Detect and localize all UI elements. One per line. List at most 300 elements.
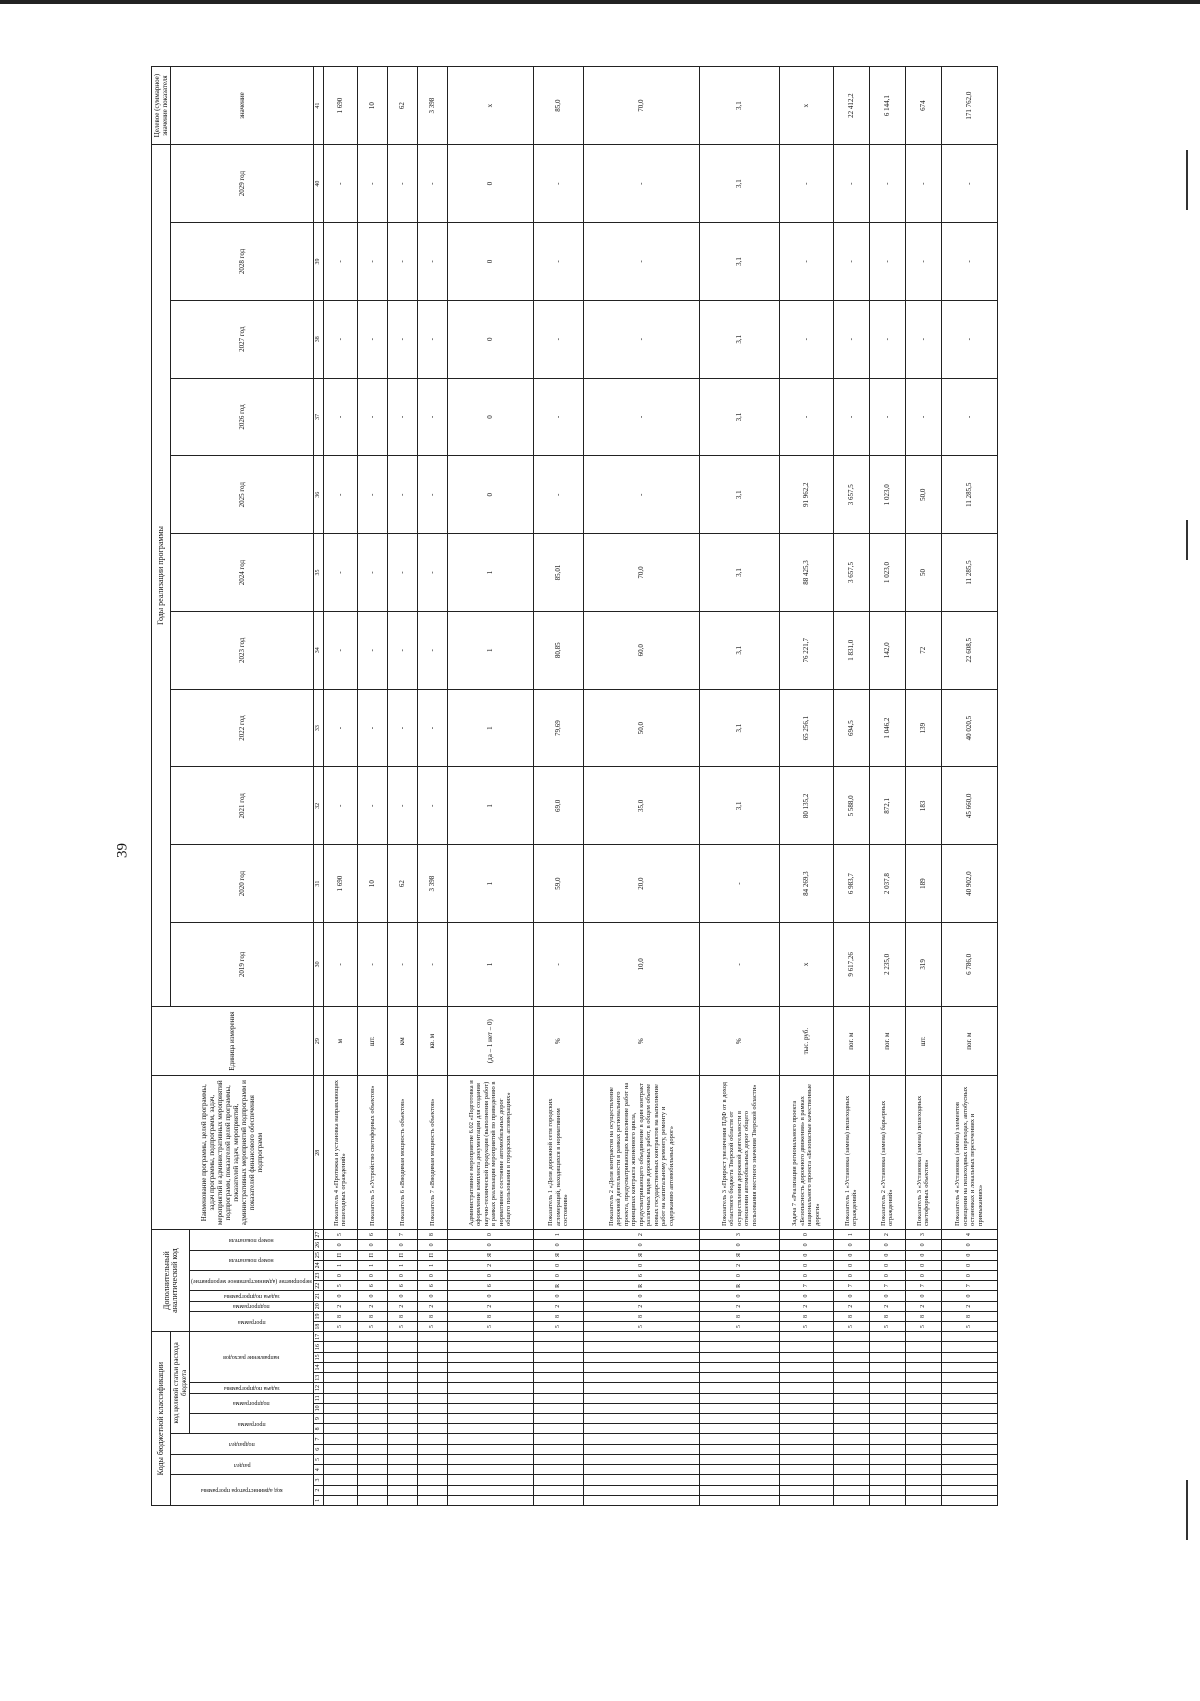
admin-code-header: код администратора программы [171, 1475, 314, 1506]
analytic-code-cell: 6 [357, 1281, 387, 1291]
budget-code-cell [417, 1414, 447, 1424]
budget-code-cell [869, 1383, 905, 1393]
budget-code-cell [583, 1403, 699, 1413]
budget-code-cell [417, 1495, 447, 1505]
target-group-header: Целевое (суммарное) значение показателя [152, 67, 171, 145]
year-value-cell: 59,0 [533, 845, 583, 923]
year-value-cell: 139 [905, 689, 941, 767]
unit-cell: м [323, 1006, 357, 1076]
budget-code-cell [905, 1444, 941, 1454]
analytic-code-cell: 8 [833, 1311, 869, 1321]
column-number-cell: 36 [313, 456, 323, 534]
analytic-code-cell: 0 [533, 1291, 583, 1301]
year-value-cell: 3,1 [699, 223, 779, 301]
budget-code-cell [387, 1332, 417, 1342]
column-number-cell: 7 [313, 1434, 323, 1444]
budget-code-cell [357, 1403, 387, 1413]
row-name-cell: Показатель 3 «Прирост увеличения ПДФ от в доход областного бюджета Тверской области от осуществления дорожной деятельности в отношении автомобильных дорог общего пользования местного значения Тверской области» [699, 1076, 779, 1229]
analytic-code-cell: 8 [779, 1311, 833, 1321]
scan-margin-mark [1186, 150, 1188, 210]
budget-code-cell [323, 1332, 357, 1342]
analytic-code-cell: 0 [869, 1240, 905, 1250]
year-value-cell: 40 020,5 [941, 689, 997, 767]
year-value-cell: - [869, 223, 905, 301]
year-value-cell: - [583, 378, 699, 456]
table-row [417, 67, 447, 1506]
budget-code-cell [869, 1373, 905, 1383]
column-number-cell: 28 [313, 1076, 323, 1229]
column-number-cell: 15 [313, 1352, 323, 1362]
analytic-code-cell: 0 [323, 1270, 357, 1280]
year-value-cell: 10,0 [583, 922, 699, 1006]
unit-cell: шт. [357, 1006, 387, 1076]
year-value-cell: - [905, 145, 941, 223]
analytic-code-cell: 2 [447, 1260, 533, 1270]
budget-code-cell [323, 1373, 357, 1383]
budget-code-cell [833, 1424, 869, 1434]
column-number-cell: 3 [313, 1475, 323, 1485]
budget-code-cell [387, 1352, 417, 1362]
analytic-code-cell: 0 [779, 1250, 833, 1260]
budget-code-cell [941, 1352, 997, 1362]
year-value-cell: - [833, 223, 869, 301]
budget-code-cell [447, 1444, 533, 1454]
analytic-code-cell: 1 [387, 1260, 417, 1270]
budget-code-cell [869, 1495, 905, 1505]
analytic-code-cell: 6 [417, 1281, 447, 1291]
analytic-code-cell: 2 [833, 1301, 869, 1311]
a-indicator-header: номер показателя [190, 1229, 314, 1250]
budget-code-cell [941, 1393, 997, 1403]
year-value-cell: 62 [387, 845, 417, 923]
budget-code-cell [387, 1444, 417, 1454]
year-value-cell: - [699, 845, 779, 923]
budget-code-cell [699, 1352, 779, 1362]
a-subprogram-header: подпрограмма [190, 1301, 314, 1311]
budget-code-cell [447, 1414, 533, 1424]
budget-code-cell [941, 1444, 997, 1454]
year-value-cell: 79,69 [533, 689, 583, 767]
budget-code-cell [833, 1393, 869, 1403]
analytic-code-cell: 0 [387, 1291, 417, 1301]
analytic-code-cell: 0 [779, 1260, 833, 1270]
year-value-cell: 3 657,5 [833, 456, 869, 534]
year-value-cell: - [941, 300, 997, 378]
budget-code-cell [699, 1373, 779, 1383]
analytic-code-cell: 0 [941, 1240, 997, 1250]
budget-code-cell [417, 1485, 447, 1495]
analytic-code-cell: 7 [869, 1281, 905, 1291]
budget-code-cell [533, 1383, 583, 1393]
analytic-code-cell: 0 [583, 1260, 699, 1270]
analytic-code-cell: 5 [323, 1322, 357, 1332]
column-number-cell: 27 [313, 1229, 323, 1239]
budget-code-cell [447, 1485, 533, 1495]
analytic-code-cell: 6 [387, 1281, 417, 1291]
budget-code-cell [533, 1485, 583, 1495]
budget-code-cell [583, 1454, 699, 1464]
budget-code-cell [699, 1342, 779, 1352]
unit-cell: % [699, 1006, 779, 1076]
target-value-cell: 3,1 [699, 67, 779, 145]
analytic-code-cell: 7 [905, 1281, 941, 1291]
analytic-code-cell: 5 [869, 1322, 905, 1332]
column-number-cell: 25 [313, 1250, 323, 1260]
year-2026-header: 2026 год [171, 378, 314, 456]
budget-code-cell [533, 1414, 583, 1424]
analytic-code-cell: 8 [699, 1311, 779, 1321]
year-value-cell: 5 588,0 [833, 767, 869, 845]
analytic-code-cell: 0 [533, 1270, 583, 1280]
analytic-code-cell: 0 [447, 1229, 533, 1239]
column-number-cell: 30 [313, 922, 323, 1006]
year-value-cell: 0 [447, 456, 533, 534]
budget-code-cell [941, 1434, 997, 1444]
budget-code-cell [833, 1485, 869, 1495]
analytic-code-cell: Я [583, 1250, 699, 1260]
budget-code-cell [941, 1424, 997, 1434]
budget-code-cell [941, 1465, 997, 1475]
budget-code-cell [583, 1383, 699, 1393]
a-program-header: программа [190, 1311, 314, 1331]
budget-code-cell [941, 1383, 997, 1393]
budget-code-cell [941, 1485, 997, 1495]
year-value-cell: 0 [447, 145, 533, 223]
budget-code-cell [833, 1465, 869, 1475]
budget-code-cell [447, 1352, 533, 1362]
year-value-cell: 0 [447, 378, 533, 456]
target-value-cell: 85,0 [533, 67, 583, 145]
year-value-cell: 3,1 [699, 378, 779, 456]
table-row [699, 67, 779, 1506]
budget-code-cell [357, 1465, 387, 1475]
budget-code-cell [779, 1362, 833, 1372]
year-value-cell: - [833, 300, 869, 378]
budget-code-cell [905, 1383, 941, 1393]
year-value-cell: - [941, 145, 997, 223]
budget-code-cell [699, 1362, 779, 1372]
analytic-code-cell: 3 [699, 1229, 779, 1239]
budget-code-cell [357, 1485, 387, 1495]
budget-code-cell [447, 1475, 533, 1485]
budget-code-cell [323, 1424, 357, 1434]
year-value-cell: - [533, 456, 583, 534]
budget-code-cell [583, 1465, 699, 1475]
budget-code-cell [905, 1342, 941, 1352]
direction-code-header: направление расходов [190, 1332, 314, 1383]
budget-code-cell [417, 1444, 447, 1454]
year-value-cell: - [583, 300, 699, 378]
year-2023-header: 2023 год [171, 611, 314, 689]
analytic-code-cell: 2 [583, 1301, 699, 1311]
year-value-cell: - [357, 145, 387, 223]
section-header: раздел [171, 1454, 314, 1474]
budget-code-cell [357, 1434, 387, 1444]
target-value-cell: 62 [387, 67, 417, 145]
year-value-cell: - [357, 300, 387, 378]
analytic-code-cell: 7 [941, 1281, 997, 1291]
analytic-code-cell: 0 [447, 1270, 533, 1280]
budget-code-cell [869, 1414, 905, 1424]
budget-code-cell [583, 1352, 699, 1362]
table-body [323, 67, 997, 1506]
budget-code-cell [869, 1434, 905, 1444]
analytic-code-cell: 0 [779, 1229, 833, 1239]
task-code-header: задача подпрограммы [190, 1383, 314, 1393]
scan-margin-mark [1186, 1480, 1188, 1540]
budget-code-cell [833, 1434, 869, 1444]
budget-code-cell [533, 1373, 583, 1383]
year-2025-header: 2025 год [171, 456, 314, 534]
budget-code-cell [447, 1362, 533, 1372]
budget-code-cell [533, 1424, 583, 1434]
analytic-code-cell: П [417, 1250, 447, 1260]
year-value-cell: - [941, 378, 997, 456]
row-name-cell: Показатель 5 «Устройство светофорных объектов» [357, 1076, 387, 1229]
year-value-cell: 91 962,2 [779, 456, 833, 534]
year-value-cell: 3,1 [699, 456, 779, 534]
budget-code-cell [357, 1495, 387, 1505]
analytic-code-cell: 0 [905, 1260, 941, 1270]
year-value-cell: - [583, 456, 699, 534]
budget-code-cell [583, 1444, 699, 1454]
year-value-cell: 50,0 [583, 689, 699, 767]
analytic-code-cell: 0 [447, 1291, 533, 1301]
unit-cell: пог. м [869, 1006, 905, 1076]
target-code-header: код целевой статьи расхода бюджета [171, 1332, 190, 1434]
column-number-cell: 2 [313, 1485, 323, 1495]
budget-code-cell [779, 1475, 833, 1485]
budget-code-cell [583, 1332, 699, 1342]
row-name-cell: Показатель 1 «Установка (замена) пешеходных ограждений» [833, 1076, 869, 1229]
budget-code-cell [447, 1393, 533, 1403]
budget-code-cell [387, 1383, 417, 1393]
budget-code-cell [533, 1403, 583, 1413]
target-value-cell: 10 [357, 67, 387, 145]
year-value-cell: 3,1 [699, 300, 779, 378]
year-value-cell: 50 [905, 534, 941, 612]
analytic-code-cell: 5 [323, 1281, 357, 1291]
column-number-cell: 11 [313, 1393, 323, 1403]
budget-code-cell [387, 1434, 417, 1444]
analytic-code-cell: 6 [357, 1229, 387, 1239]
budget-code-cell [583, 1373, 699, 1383]
analytic-code-cell: 0 [387, 1270, 417, 1280]
analytic-code-cell: 8 [905, 1311, 941, 1321]
analytic-code-cell: 8 [323, 1311, 357, 1321]
analytic-code-header: Дополнительный аналитический код [152, 1229, 190, 1331]
table-row [583, 67, 699, 1506]
column-number-cell: 12 [313, 1383, 323, 1393]
scan-margin-mark [1186, 520, 1188, 560]
budget-code-cell [869, 1332, 905, 1342]
budget-code-cell [869, 1352, 905, 1362]
analytic-code-cell: R [699, 1281, 779, 1291]
table-row [447, 67, 533, 1506]
year-value-cell: - [869, 300, 905, 378]
budget-code-cell [323, 1454, 357, 1464]
budget-code-cell [779, 1495, 833, 1505]
analytic-code-cell: 0 [699, 1270, 779, 1280]
budget-code-cell [323, 1352, 357, 1362]
year-value-cell: - [357, 534, 387, 612]
budget-code-cell [583, 1434, 699, 1444]
year-value-cell: - [323, 534, 357, 612]
budget-code-cell [447, 1383, 533, 1393]
analytic-code-cell: 0 [387, 1240, 417, 1250]
analytic-code-cell: 0 [833, 1270, 869, 1280]
year-value-cell: - [387, 534, 417, 612]
analytic-code-cell: П [323, 1250, 357, 1260]
budget-code-cell [699, 1434, 779, 1444]
budget-code-cell [583, 1424, 699, 1434]
year-value-cell: 9 617,26 [833, 922, 869, 1006]
budget-code-cell [905, 1495, 941, 1505]
table-row [833, 67, 869, 1506]
year-value-cell: - [387, 456, 417, 534]
column-number-cell: 8 [313, 1424, 323, 1434]
analytic-code-cell: 1 [357, 1260, 387, 1270]
year-value-cell: 69,0 [533, 767, 583, 845]
budget-code-cell [533, 1475, 583, 1485]
budget-code-cell [387, 1485, 417, 1495]
budget-code-cell [583, 1414, 699, 1424]
year-value-cell: - [779, 223, 833, 301]
budget-code-cell [533, 1332, 583, 1342]
budget-code-cell [869, 1362, 905, 1372]
budget-code-cell [357, 1475, 387, 1485]
budget-code-cell [833, 1342, 869, 1352]
budget-code-cell [699, 1495, 779, 1505]
analytic-code-cell: 5 [323, 1229, 357, 1239]
budget-code-cell [323, 1485, 357, 1495]
subprogram-code-header: подпрограмма [190, 1393, 314, 1413]
rotated-table-frame [151, 66, 983, 1506]
budget-code-cell [357, 1332, 387, 1342]
budget-code-cell [779, 1403, 833, 1413]
year-value-cell: - [417, 145, 447, 223]
analytic-code-cell: 2 [941, 1301, 997, 1311]
analytic-code-cell: П [357, 1250, 387, 1260]
analytic-code-cell: 0 [699, 1240, 779, 1250]
year-value-cell: х [779, 922, 833, 1006]
budget-code-cell [357, 1393, 387, 1403]
unit-cell: км [387, 1006, 417, 1076]
budget-code-cell [447, 1465, 533, 1475]
budget-code-cell [387, 1475, 417, 1485]
analytic-code-cell: 7 [387, 1229, 417, 1239]
column-number-cell: 24 [313, 1260, 323, 1270]
year-2020-header: 2020 год [171, 845, 314, 923]
budget-code-cell [323, 1414, 357, 1424]
year-value-cell: - [357, 378, 387, 456]
year-value-cell: 3 657,5 [833, 534, 869, 612]
year-value-cell: - [869, 145, 905, 223]
budget-code-cell [699, 1403, 779, 1413]
column-number-cell: 6 [313, 1444, 323, 1454]
column-number-cell: 13 [313, 1373, 323, 1383]
year-value-cell: - [387, 922, 417, 1006]
target-value-cell: 1 690 [323, 67, 357, 145]
analytic-code-cell: R [533, 1281, 583, 1291]
column-number-row [313, 67, 323, 1506]
year-2022-header: 2022 год [171, 689, 314, 767]
year-value-cell: 1 [447, 845, 533, 923]
budget-code-cell [533, 1352, 583, 1362]
column-number-cell: 5 [313, 1454, 323, 1464]
row-name-cell: Показатель 2 «Доля контрактов на осуществление дорожной деятельности в рамках регионального проекта, предусматривающих выполнение работ на принципах контракта жизненного цикла, предусматривающего объединение в один контракт различных видов дорожных работ, в общем объеме новых государственных контрактов на выполнение работ на капитальному ремонту, ремонту и содержанию автомобильных дорог» [583, 1076, 699, 1229]
scan-top-edge [0, 0, 1200, 4]
analytic-code-cell: 0 [323, 1291, 357, 1301]
target-value-cell: 171 762,0 [941, 67, 997, 145]
analytic-code-cell: 2 [699, 1301, 779, 1311]
analytic-code-cell: 0 [533, 1240, 583, 1250]
year-value-cell: 1 831,0 [833, 611, 869, 689]
budget-code-cell [357, 1362, 387, 1372]
year-value-cell: - [941, 223, 997, 301]
analytic-code-cell: Я [699, 1250, 779, 1260]
unit-cell: шт. [905, 1006, 941, 1076]
year-value-cell: - [323, 378, 357, 456]
budget-code-cell [905, 1454, 941, 1464]
target-value-cell: 70,0 [583, 67, 699, 145]
budget-code-cell [779, 1444, 833, 1454]
unit-cell: пог. м [941, 1006, 997, 1076]
analytic-code-cell: 0 [905, 1270, 941, 1280]
year-value-cell: - [583, 145, 699, 223]
target-value-cell: 3 398 [417, 67, 447, 145]
name-column-header: Наименование программы, целей программы, задач программы, подпрограмм, задач, мероприятий и административных мероприятий подпрограмм, показателей целей программы, показателей задач, мероприятий, административных мероприятий подпрограмм и показателей финансового обеспечения подпрограмм [152, 1076, 314, 1229]
year-value-cell: - [699, 922, 779, 1006]
year-value-cell: - [779, 145, 833, 223]
analytic-code-cell: 0 [417, 1270, 447, 1280]
program-indicators-table [151, 66, 998, 1506]
budget-code-cell [533, 1434, 583, 1444]
column-number-cell: 29 [313, 1006, 323, 1076]
budget-code-cell [323, 1362, 357, 1372]
year-2028-header: 2028 год [171, 223, 314, 301]
budget-code-cell [447, 1403, 533, 1413]
analytic-code-cell: 0 [779, 1270, 833, 1280]
year-value-cell: 40 902,0 [941, 845, 997, 923]
row-name-cell: Административное мероприятие 6.02 «Подготовка и оформление комплекта документации для создания научно-технической продукции (выполнения работ) в рамках реализации мероприятий по приведению в нормативное состояние автомобильных дорог общего пользования в городских агломерациях» [447, 1076, 533, 1229]
budget-code-cell [323, 1434, 357, 1444]
budget-code-cell [417, 1424, 447, 1434]
column-number-cell: 19 [313, 1311, 323, 1321]
analytic-code-cell: 0 [447, 1240, 533, 1250]
year-value-cell: - [417, 300, 447, 378]
budget-code-cell [869, 1424, 905, 1434]
budget-code-cell [699, 1393, 779, 1403]
target-value-cell: х [779, 67, 833, 145]
analytic-code-cell: 5 [387, 1322, 417, 1332]
budget-code-cell [779, 1465, 833, 1475]
analytic-code-cell: 6 [447, 1281, 533, 1291]
analytic-code-cell: 8 [533, 1311, 583, 1321]
budget-code-cell [387, 1495, 417, 1505]
year-value-cell: - [387, 223, 417, 301]
table-row [905, 67, 941, 1506]
year-value-cell: - [357, 223, 387, 301]
analytic-code-cell: R [583, 1281, 699, 1291]
target-value-cell: 22 412,2 [833, 67, 869, 145]
year-value-cell: - [533, 300, 583, 378]
budget-code-cell [779, 1434, 833, 1444]
budget-code-cell [323, 1383, 357, 1393]
year-value-cell: 35,0 [583, 767, 699, 845]
budget-code-cell [387, 1465, 417, 1475]
budget-code-cell [833, 1454, 869, 1464]
